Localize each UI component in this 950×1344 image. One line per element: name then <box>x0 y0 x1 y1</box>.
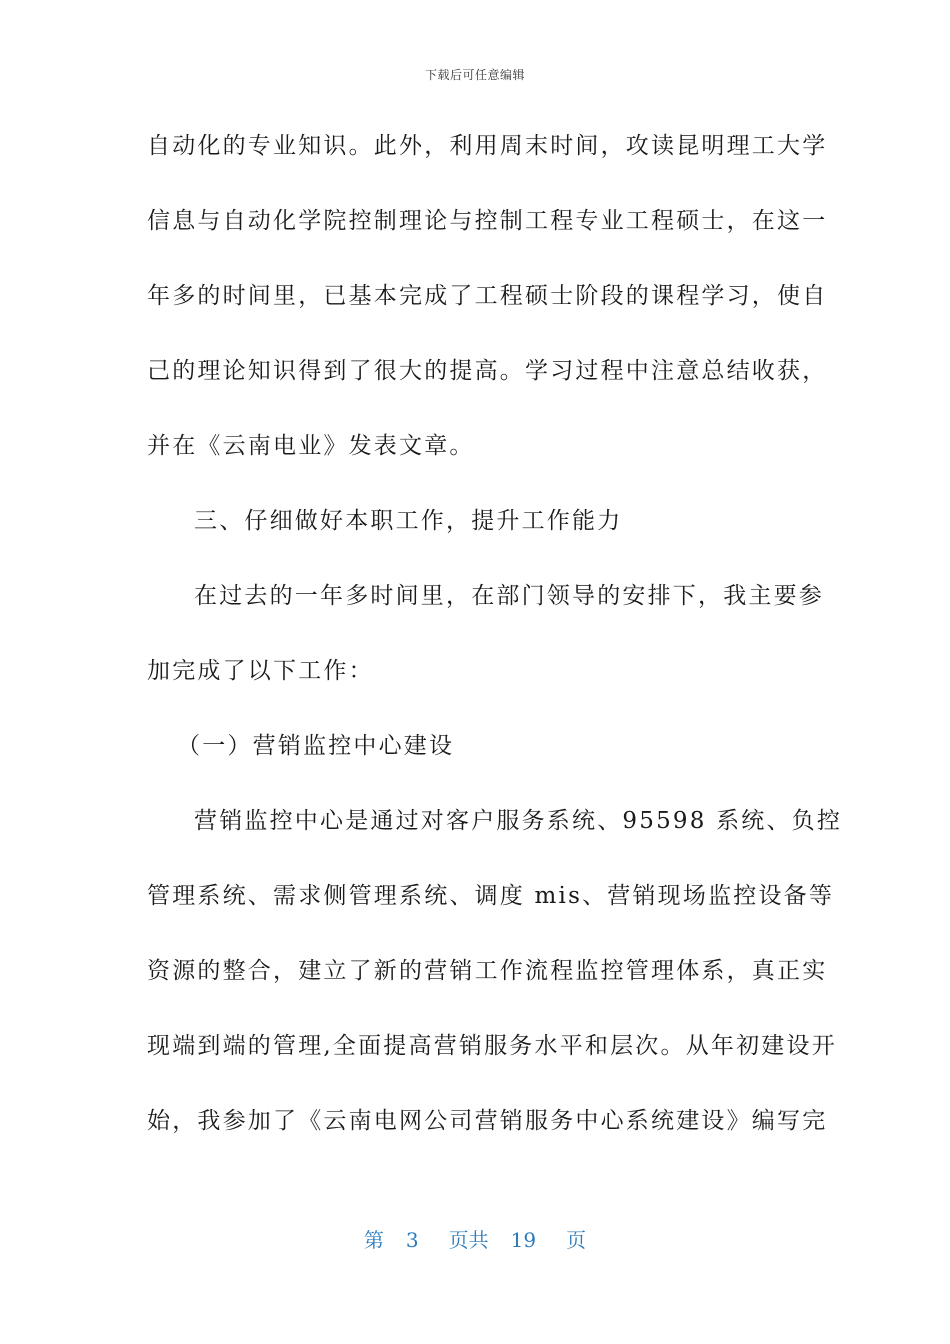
footer-page-label: 第 <box>363 1228 384 1252</box>
text-line: 加完成了以下工作： <box>147 658 374 684</box>
page-footer <box>0 1224 950 1253</box>
text-line: 管理系统、需求侧管理系统、调度 mis、营销现场监控设备等 <box>147 883 835 909</box>
text-line: 自动化的专业知识。此外，利用周末时间，攻读昆明理工大学 <box>147 133 828 159</box>
text-line: 资源的整合，建立了新的营销工作流程监控管理体系，真正实 <box>147 958 828 984</box>
subsection-heading: （一）营销监控中心建设 <box>177 733 455 759</box>
paragraph-start: 营销监控中心是通过对客户服务系统、95598 系统、负控 <box>194 808 843 834</box>
footer-page-suffix: 页 <box>566 1228 587 1252</box>
document-body <box>147 126 843 1176</box>
text-line: 始，我参加了《云南电网公司营销服务中心系统建设》编写完 <box>147 1108 828 1134</box>
text-line: 现端到端的管理,全面提高营销服务水平和层次。从年初建设开 <box>147 1033 837 1059</box>
page-header-note: 下载后可任意编辑 <box>424 68 525 82</box>
footer-total-pages: 19 <box>510 1228 537 1252</box>
text-line: 己的理论知识得到了很大的提高。学习过程中注意总结收获， <box>147 358 828 384</box>
section-heading: 三、仔细做好本职工作，提升工作能力 <box>194 508 623 534</box>
paragraph-start: 在过去的一年多时间里，在部门领导的安排下，我主要参 <box>194 583 824 609</box>
footer-page-number: 3 <box>405 1228 419 1252</box>
footer-total-label: 页共 <box>448 1228 489 1252</box>
text-line: 并在《云南电业》发表文章。 <box>147 433 475 459</box>
text-line: 年多的时间里，已基本完成了工程硕士阶段的课程学习，使自 <box>147 283 828 309</box>
text-line: 信息与自动化学院控制理论与控制工程专业工程硕士，在这一 <box>147 208 828 234</box>
